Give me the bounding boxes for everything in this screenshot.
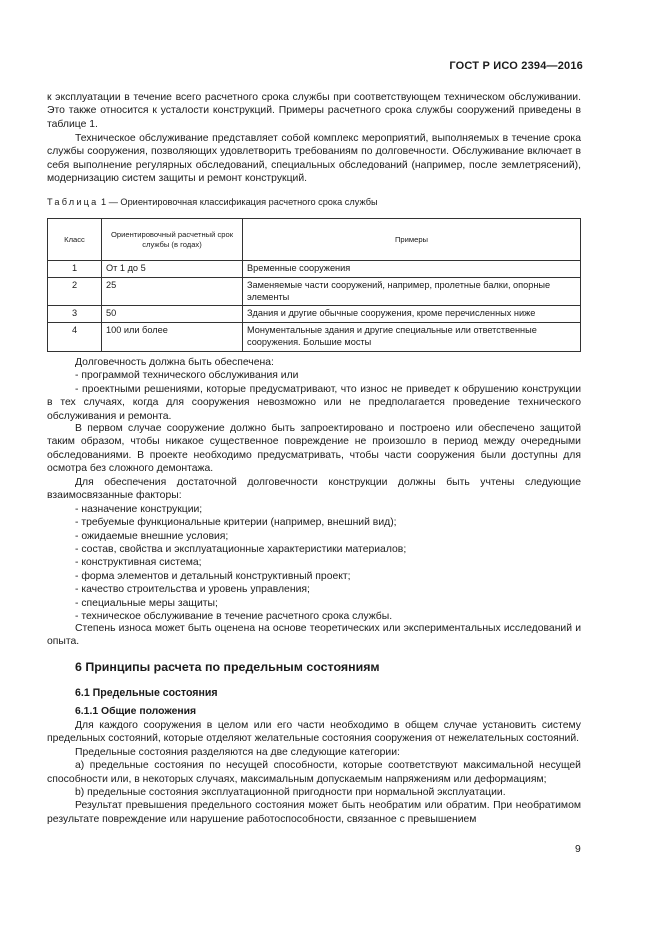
- durability-item: - программой технического обслуживания или: [75, 370, 299, 382]
- service-life-table: [47, 218, 581, 352]
- service-life-cell: 25: [102, 277, 243, 306]
- service-life-cell: 50: [102, 306, 243, 323]
- factor-item: - форма элементов и детальный конструктивный проект;: [75, 570, 351, 582]
- subsection-6-1-1-heading: 6.1.1 Общие положения: [75, 706, 197, 717]
- limit-states-paragraph: Для каждого сооружения в целом или его части необходимо в общем случае установить систему предельных состояний, которые отделяют желательные состояния сооружения от нежелательных состояний.: [47, 720, 581, 745]
- section-6-heading: 6 Принципы расчета по предельным состояниям: [75, 660, 380, 674]
- table-row: [48, 306, 581, 323]
- category-item-b: b) предельные состояния эксплуатационной пригодности при нормальной эксплуатации.: [75, 787, 506, 799]
- column-header-service-life: Ориентировочный расчетный срок службы (в годах): [102, 219, 243, 261]
- column-header-class: Класс: [48, 219, 102, 261]
- table-caption-text: — Ориентировочная классификация расчетного срока службы: [108, 197, 378, 207]
- table-row: [48, 323, 581, 352]
- class-cell: 1: [48, 261, 102, 278]
- first-case-paragraph: В первом случае сооружение должно быть запроектировано и построено или обеспечено защитой таким образом, чтобы никакое существенное повреждение не произошло в период между очередными обследованиями. В проекте необходимо предусматривать, чтобы части сооружения были доступны для осмотра без сложного демонтажа.: [47, 423, 581, 475]
- factor-item: - специальные меры защиты;: [75, 597, 218, 609]
- table-row: [48, 277, 581, 306]
- table-caption-number: 1: [101, 197, 107, 207]
- factor-item: - состав, свойства и эксплуатационные характеристики материалов;: [75, 544, 407, 556]
- factors-block: [47, 476, 581, 623]
- table-caption-prefix: Таблица: [47, 197, 99, 207]
- factors-intro: Для обеспечения достаточной долговечности конструкции должны быть учтены следующие взаимосвязанные факторы:: [47, 477, 581, 502]
- factor-item: - качество строительства и уровень управления;: [75, 584, 310, 596]
- column-header-examples: Примеры: [243, 219, 581, 261]
- factor-item: - требуемые функциональные критерии (например, внешний вид);: [75, 517, 397, 529]
- document-code-header: ГОСТ Р ИСО 2394—2016: [449, 60, 583, 72]
- durability-intro: Долговечность должна быть обеспечена:: [75, 357, 274, 368]
- class-cell: 2: [48, 277, 102, 306]
- exceedance-paragraph: Результат превышения предельного состояния может быть необратим или обратим. При необратимом результате повреждение или нарушение работоспособности, связанное с превышением: [47, 800, 581, 825]
- service-life-cell: От 1 до 5: [102, 261, 243, 278]
- examples-cell: Заменяемые части сооружений, например, пролетные балки, опорные элементы: [243, 277, 581, 306]
- durability-block: [47, 356, 581, 423]
- durability-item: - проектными решениями, которые предусматривают, что износ не приведет к обрушению конструкции в тех случаях, когда для сооружения невозможно или не предполагается проведение технического обслуживания и ремонта.: [47, 383, 581, 422]
- examples-cell: Здания и другие обычные сооружения, кроме перечисленных ниже: [243, 306, 581, 323]
- intro-paragraph-1: к эксплуатации в течение всего расчетного срока службы при соответствующем техническом обслуживании. Это также относится к усталости конструкций. Примеры расчетного срока службы сооружений приведены в таблице 1.: [47, 92, 581, 130]
- table-row: [48, 261, 581, 278]
- factor-item: - ожидаемые внешние условия;: [75, 530, 229, 542]
- table-header-row: [48, 219, 581, 261]
- page-number: 9: [575, 844, 581, 855]
- wear-paragraph: Степень износа может быть оценена на основе теоретических или экспериментальных исследований и опыта.: [47, 623, 581, 648]
- factor-item: - конструктивная система;: [75, 557, 202, 569]
- class-cell: 4: [48, 323, 102, 352]
- intro-paragraph-2: Техническое обслуживание представляет собой комплекс мероприятий, выполняемых в течение срока службы сооружения, позволяющих удовлетворить требованиям по долговечности. Обслуживание включает в себя выполнение регулярных обследований, специальных обследований (например, после землетрясений), модернизацию систем защиты и ремонт конструкций.: [47, 133, 581, 185]
- examples-cell: Монументальные здания и другие специальные или ответственные сооружения. Большие мосты: [243, 323, 581, 352]
- subsection-6-1-heading: 6.1 Предельные состояния: [75, 687, 218, 699]
- factor-item: - назначение конструкции;: [75, 503, 203, 515]
- factor-item: - техническое обслуживание в течение расчетного срока службы.: [75, 611, 393, 623]
- category-item-a: a) предельные состояния по несущей способности, которые соответствуют максимальной несущей способности или, в некоторых случаях, максимальным допускаемым напряжениям или деформациям;: [47, 760, 581, 785]
- service-life-cell: 100 или более: [102, 323, 243, 352]
- section-6-body: [47, 719, 581, 826]
- table-caption: [47, 196, 378, 208]
- examples-cell: Временные сооружения: [243, 261, 581, 278]
- class-cell: 3: [48, 306, 102, 323]
- categories-intro: Предельные состояния разделяются на две следующие категории:: [75, 746, 400, 758]
